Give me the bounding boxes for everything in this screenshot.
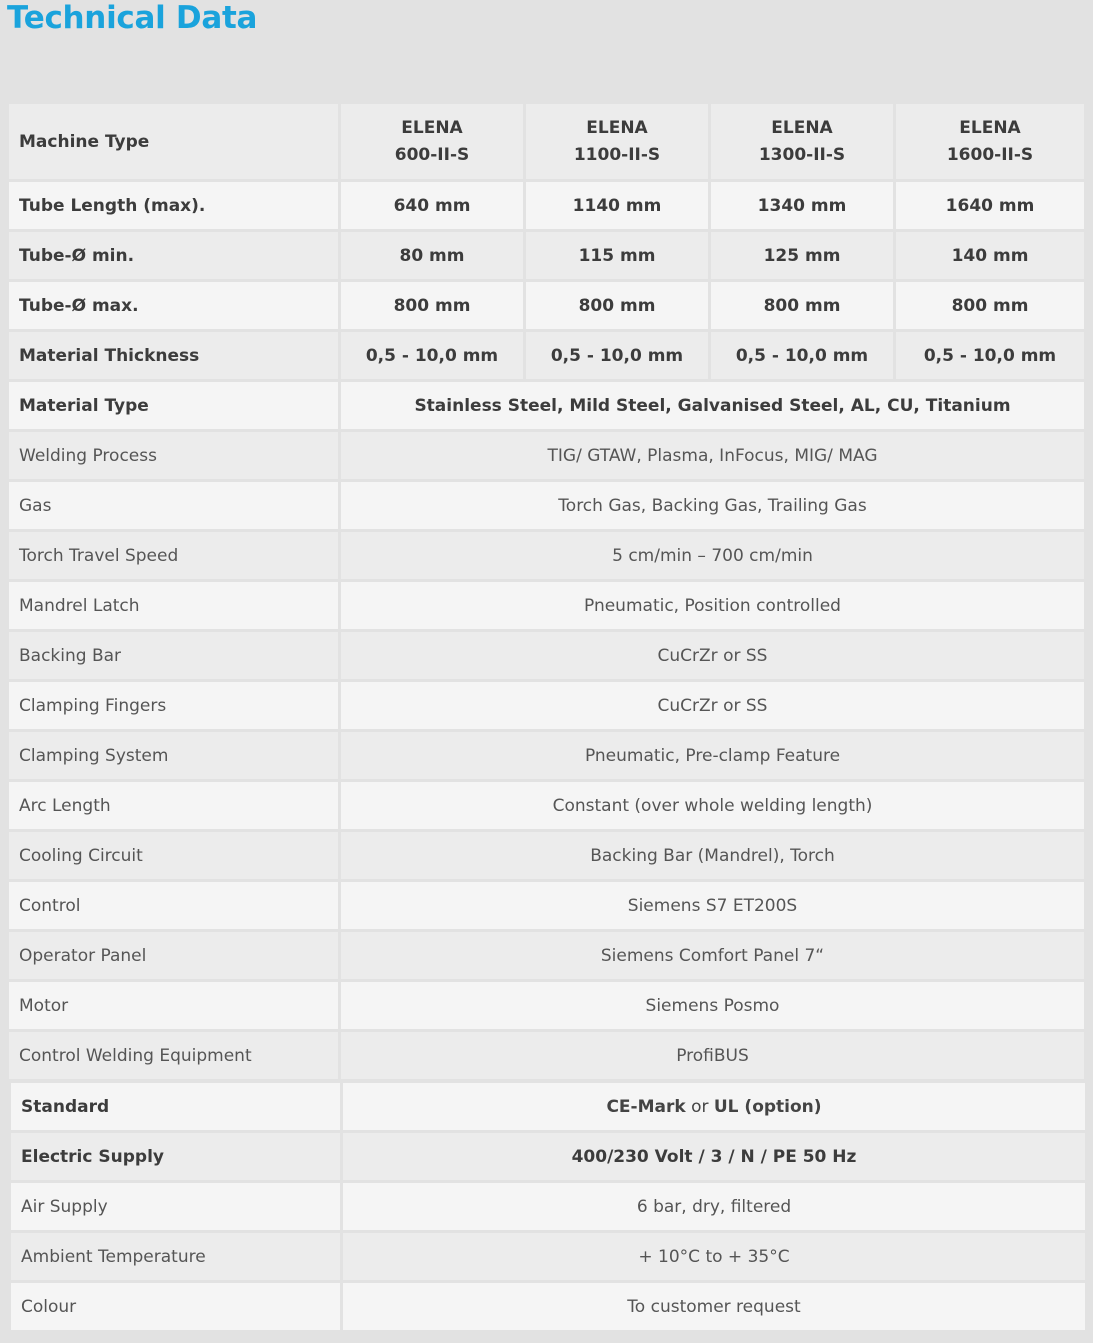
- table-row: [11, 1233, 1085, 1280]
- row-label: Gas: [9, 482, 338, 529]
- row-label: Tube-Ø max.: [9, 282, 338, 329]
- cell-value: 800 mm: [896, 282, 1084, 329]
- table-row: [9, 782, 1084, 829]
- row-label: Arc Length: [9, 782, 338, 829]
- table-row: [11, 1133, 1085, 1180]
- row-label: Clamping Fingers: [9, 682, 338, 729]
- table-row: [9, 682, 1084, 729]
- cell-value: 0,5 - 10,0 mm: [896, 332, 1084, 379]
- cell-value: 80 mm: [341, 232, 523, 279]
- cell-value: CE-Mark or UL (option): [343, 1083, 1085, 1130]
- row-label: Electric Supply: [11, 1133, 340, 1180]
- table-row: [9, 932, 1084, 979]
- table-row: [9, 632, 1084, 679]
- cell-value: 115 mm: [526, 232, 708, 279]
- model-header: ELENA 1100-II-S: [526, 104, 708, 179]
- row-label: Control: [9, 882, 338, 929]
- cell-value: 640 mm: [341, 182, 523, 229]
- row-label: Ambient Temperature: [11, 1233, 340, 1280]
- cell-value: + 10°C to + 35°C: [343, 1233, 1085, 1280]
- table-row: [9, 432, 1084, 479]
- cell-value: TIG/ GTAW, Plasma, InFocus, MIG/ MAG: [341, 432, 1084, 479]
- cell-value: Backing Bar (Mandrel), Torch: [341, 832, 1084, 879]
- cell-value: 125 mm: [711, 232, 893, 279]
- cell-value: Pneumatic, Pre-clamp Feature: [341, 732, 1084, 779]
- cell-value: Constant (over whole welding length): [341, 782, 1084, 829]
- row-label: Clamping System: [9, 732, 338, 779]
- row-label: Machine Type: [9, 104, 338, 179]
- cell-value: Stainless Steel, Mild Steel, Galvanised Steel, AL, CU, Titanium: [341, 382, 1084, 429]
- cell-value: ProfiBUS: [341, 1032, 1084, 1079]
- row-label: Colour: [11, 1283, 340, 1330]
- cell-value: Siemens Posmo: [341, 982, 1084, 1029]
- cell-value: Torch Gas, Backing Gas, Trailing Gas: [341, 482, 1084, 529]
- cell-value: 140 mm: [896, 232, 1084, 279]
- model-header: ELENA 1600-II-S: [896, 104, 1084, 179]
- cell-value: CuCrZr or SS: [341, 682, 1084, 729]
- cell-value: 800 mm: [341, 282, 523, 329]
- row-label: Cooling Circuit: [9, 832, 338, 879]
- row-label: Backing Bar: [9, 632, 338, 679]
- cell-value: 800 mm: [711, 282, 893, 329]
- table-row: [9, 982, 1084, 1029]
- cell-value: 6 bar, dry, filtered: [343, 1183, 1085, 1230]
- table-row: [9, 232, 1084, 279]
- row-label: Tube Length (max).: [9, 182, 338, 229]
- row-label: Operator Panel: [9, 932, 338, 979]
- cell-value: 0,5 - 10,0 mm: [711, 332, 893, 379]
- table-row: [11, 1183, 1085, 1230]
- technical-data-table: [6, 101, 1087, 1082]
- cell-value: 800 mm: [526, 282, 708, 329]
- table-row: [9, 382, 1084, 429]
- row-label: Material Thickness: [9, 332, 338, 379]
- row-label: Air Supply: [11, 1183, 340, 1230]
- table-row: [9, 882, 1084, 929]
- table-row: [9, 832, 1084, 879]
- row-label: Tube-Ø min.: [9, 232, 338, 279]
- row-label: Motor: [9, 982, 338, 1029]
- row-label: Control Welding Equipment: [9, 1032, 338, 1079]
- cell-value: 400/230 Volt / 3 / N / PE 50 Hz: [343, 1133, 1085, 1180]
- table-row: [9, 732, 1084, 779]
- table-row: [11, 1083, 1085, 1130]
- cell-value: 5 cm/min – 700 cm/min: [341, 532, 1084, 579]
- cell-value: 1640 mm: [896, 182, 1084, 229]
- row-label: Torch Travel Speed: [9, 532, 338, 579]
- table-row: [9, 1032, 1084, 1079]
- cell-value: Siemens S7 ET200S: [341, 882, 1084, 929]
- model-header: ELENA 1300-II-S: [711, 104, 893, 179]
- table-row: [9, 582, 1084, 629]
- table-row: [9, 332, 1084, 379]
- cell-value: CuCrZr or SS: [341, 632, 1084, 679]
- cell-value: 0,5 - 10,0 mm: [341, 332, 523, 379]
- row-label: Mandrel Latch: [9, 582, 338, 629]
- page-title: Technical Data: [7, 0, 258, 36]
- cell-value: 1340 mm: [711, 182, 893, 229]
- table-row: [9, 282, 1084, 329]
- cell-value: 0,5 - 10,0 mm: [526, 332, 708, 379]
- row-label: Material Type: [9, 382, 338, 429]
- table-row: [9, 482, 1084, 529]
- row-label: Standard: [11, 1083, 340, 1130]
- cell-value: 1140 mm: [526, 182, 708, 229]
- model-header: ELENA 600-II-S: [341, 104, 523, 179]
- cell-value: Pneumatic, Position controlled: [341, 582, 1084, 629]
- table-row: [11, 1283, 1085, 1330]
- cell-value: To customer request: [343, 1283, 1085, 1330]
- table-row: [9, 532, 1084, 579]
- row-label: Welding Process: [9, 432, 338, 479]
- technical-data-table-extra: [8, 1080, 1088, 1333]
- machine-type-row: [9, 104, 1084, 179]
- cell-value: Siemens Comfort Panel 7“: [341, 932, 1084, 979]
- table-row: [9, 182, 1084, 229]
